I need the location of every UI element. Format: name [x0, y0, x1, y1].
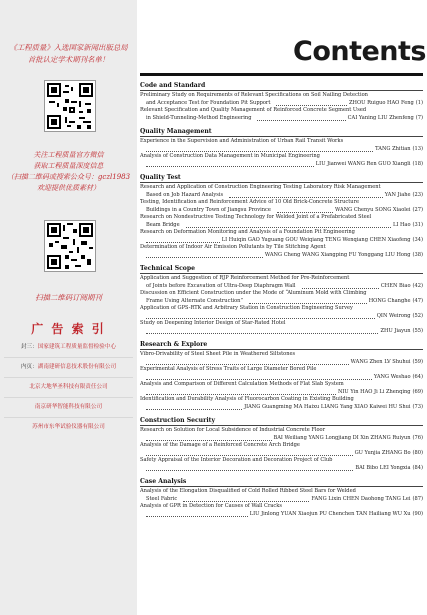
article-byline	[140, 435, 423, 443]
article-page-number: (69)	[412, 388, 423, 395]
article-title-continued: and Acceptance Test for Foundation Pit Support	[146, 99, 271, 106]
article-authors: CAI Yaning LIU Zhenfeng	[347, 114, 414, 121]
article-byline	[140, 115, 423, 123]
article-entry[interactable]	[140, 442, 423, 457]
contents-title: Contents	[293, 36, 427, 67]
article-authors: LI Huiqin GAO Yuguang GOU Weiqiang TENG Wenqiang CHEN Xiaofeng	[221, 236, 411, 243]
leader-dots	[146, 440, 272, 441]
article-authors: WANG Chenyu SONG Xiaolei	[335, 206, 411, 213]
article-page-number: (31)	[412, 221, 423, 228]
advertiser-name: 湖南建研信息技术股份有限公司	[37, 364, 117, 370]
follow-line-1: 关注工程质量官方微信	[33, 151, 104, 159]
article-byline	[140, 192, 423, 200]
article-title-continued: of Joints before Excavation of Ultra-Deep Diaphragm Wall	[146, 282, 296, 289]
article-authors: CHEN Biao	[380, 282, 411, 289]
follow-wechat-note	[0, 150, 137, 194]
article-page-number: (90)	[412, 510, 423, 517]
article-byline	[140, 374, 423, 382]
article-authors: ZHU Jiayun	[380, 327, 411, 334]
article-page-number: (73)	[412, 403, 423, 410]
article-byline	[140, 237, 423, 245]
leader-dots	[146, 394, 336, 395]
article-page-number: (23)	[412, 191, 423, 198]
leader-dots	[146, 455, 353, 456]
leader-dots	[146, 151, 373, 152]
article-title: Research on Deformation Monitoring and Analysis of a Foundation Pit Engineering	[140, 229, 355, 235]
title-divider	[140, 73, 423, 76]
leader-dots	[276, 105, 347, 106]
article-byline	[140, 496, 423, 504]
article-title: Preliminary Study on Requirements of Relevant Specifications on Soil Nailing Detection	[140, 92, 368, 98]
leader-dots	[277, 212, 333, 213]
article-page-number: (1)	[415, 99, 423, 106]
article-authors: LIU Jianwei WANG Ren GUO Xiangli	[315, 160, 411, 167]
article-entry[interactable]	[140, 366, 423, 381]
article-entry[interactable]	[140, 138, 423, 153]
article-title-continued: in Shield-Tunneling-Method Engineering	[146, 114, 252, 121]
article-page-number: (18)	[412, 160, 423, 167]
ad-position-label: 封三：	[20, 344, 38, 350]
section-heading: Case Analysis	[140, 478, 423, 487]
wechat-qr-code-icon	[44, 80, 96, 132]
section-heading: Quality Management	[140, 128, 423, 137]
article-authors: BAI Weiliang YANG Longjiang DI Xin ZHANG Ruiyun	[273, 434, 411, 441]
article-page-number: (59)	[412, 358, 423, 365]
article-title: Determination of Indoor Air Emission Pollutants by Tile Stitching Agent	[140, 244, 326, 250]
article-byline	[140, 100, 423, 108]
article-title: Analysis of GPR in Detection for Causes of Wall Cracks	[140, 503, 282, 509]
article-authors: JIANG Guangming MA Haixu LIANG Yang XIAO Kaiwei HU Shui	[244, 403, 411, 410]
article-authors: FANG Lixin CHEN Daohong TANG Lei	[311, 495, 411, 502]
article-title: Safety Appraisal of the Interior Decoration and Decoration Project of Club	[140, 457, 333, 463]
article-title: Identification and Durability Analysis of Fluorocarbon Coating in Existing Building	[140, 396, 354, 402]
article-title-continued: Frame Using Alternate Construction”	[146, 297, 244, 304]
article-entry[interactable]	[140, 351, 423, 366]
article-page-number: (52)	[412, 312, 423, 319]
section-heading: Research & Explore	[140, 341, 423, 350]
article-page-number: (7)	[415, 114, 423, 121]
article-byline	[140, 222, 423, 230]
article-byline	[140, 161, 423, 169]
leader-dots	[146, 318, 375, 319]
article-entry[interactable]	[140, 503, 423, 518]
article-byline	[140, 252, 423, 260]
article-authors: YAN Jiahe	[384, 191, 411, 198]
follow-line-4: 欢迎提供优质素材）	[37, 184, 100, 192]
leader-dots	[146, 470, 353, 471]
table-of-contents	[140, 80, 423, 518]
leader-dots	[146, 516, 248, 517]
section-heading: Code and Standard	[140, 82, 423, 91]
article-title: Experimental Analysis of Stress Traits of Large Diameter Bored Pile	[140, 366, 317, 372]
article-title: Research on Solution for Local Subsidence of Industrial Concrete Floor	[140, 427, 326, 433]
article-byline	[140, 404, 423, 412]
subscribe-qr-code-icon	[44, 220, 96, 272]
article-authors: WANG Zhen LV Shuhui	[350, 358, 411, 365]
section-heading: Quality Test	[140, 174, 423, 183]
article-authors: LI Hao	[392, 221, 411, 228]
article-page-number: (13)	[412, 145, 423, 152]
article-byline	[140, 328, 423, 336]
article-title: Study on Deepening Interior Design of Star-Rated Hotel	[140, 320, 286, 326]
article-authors: QIN Weirong	[376, 312, 411, 319]
cert-line-2: 首批认定学术期刊名单！	[27, 55, 110, 64]
article-entry[interactable]	[140, 427, 423, 442]
leader-dots	[146, 409, 242, 410]
article-authors: HONG Changhe	[368, 297, 411, 304]
follow-line-3: （扫描二维码或搜索公众号：gczl1983	[6, 173, 131, 181]
article-title: Analysis of the Damage of a Reinforced Concrete Arch Bridge	[140, 442, 300, 448]
article-page-number: (34)	[412, 236, 423, 243]
article-entry[interactable]	[140, 244, 423, 259]
advertiser-name: 南京研华智能科技有限公司	[34, 404, 103, 410]
article-page-number: (76)	[412, 434, 423, 441]
article-authors: TANG Zhitian	[375, 145, 411, 152]
article-title: Application and Suggestion of RJP Reinforcement Method for Pre-Reinforcement	[140, 275, 350, 281]
article-page-number: (42)	[412, 282, 423, 289]
article-entry[interactable]	[140, 305, 423, 320]
article-authors: YANG Weshao	[373, 373, 411, 380]
article-entry[interactable]	[140, 153, 423, 168]
article-entry[interactable]	[140, 396, 423, 411]
article-authors: LIU Jinlong YUAN Xiaojun PU Chenchen TAN Hailiang WU Xu	[249, 510, 411, 517]
article-title: Analysis of Construction Data Management in Municipal Engineering	[140, 153, 320, 159]
follow-line-2: 获取工程质量深度信息	[33, 162, 104, 170]
leader-dots	[146, 166, 314, 167]
section-heading: Technical Scope	[140, 265, 423, 274]
article-title: Discussion on Efficient Construction under the Mode of “Aluminum Mold with Climbing	[140, 290, 367, 296]
article-entry[interactable]	[140, 488, 423, 503]
article-entry[interactable]	[140, 229, 423, 244]
leader-dots	[146, 364, 349, 365]
ad-index-item	[4, 377, 133, 397]
article-authors: WANG Cheng WANG Xiangping FU Yonggang LIU Hong	[264, 251, 411, 258]
article-page-number: (38)	[412, 251, 423, 258]
article-entry[interactable]	[140, 381, 423, 396]
article-title-continued: Steel Fabric	[146, 495, 178, 502]
journal-certification-note	[0, 42, 137, 66]
article-title: Testing, Identification and Reinforcement Advice of 10 Old Brick-Concrete Structure	[140, 199, 360, 205]
article-title: Research and Application of Construction Engineering Testing Laboratory Risk Management	[140, 184, 381, 190]
ad-index-item	[4, 417, 133, 437]
article-byline	[140, 283, 423, 291]
article-authors: ZHOU Ruiguo HAO Feng	[349, 99, 414, 106]
article-page-number: (84)	[412, 464, 423, 471]
article-page-number: (64)	[412, 373, 423, 380]
article-byline	[140, 359, 423, 367]
article-entry[interactable]	[140, 92, 423, 107]
article-page-number: (80)	[412, 449, 423, 456]
article-title: Analysis of the Elongation Disqualified of Cold Rolled Ribbed Steel Bars for Welded	[140, 488, 356, 494]
ad-index-item	[4, 338, 133, 357]
subscribe-note: 扫描二维码订阅期刊	[35, 293, 102, 302]
article-entry[interactable]	[140, 214, 423, 229]
article-title-continued: Based on Job Hazard Analysis	[146, 191, 224, 198]
article-authors: BAI Bibo LEI Yongxia	[355, 464, 411, 471]
article-entry[interactable]	[140, 199, 423, 214]
article-title: Application of GPS-RTK and Arbitrary Station in Construction Engineering Survey	[140, 305, 353, 311]
article-title-continued: Buildings in a Country Town of Jiangsu Province	[146, 206, 271, 213]
article-page-number: (47)	[412, 297, 423, 304]
article-byline	[140, 465, 423, 473]
advertiser-name: 北京大地华圣科技有限责任公司	[29, 384, 108, 390]
leader-dots	[183, 501, 309, 502]
article-page-number: (27)	[412, 206, 423, 213]
article-page-number: (55)	[412, 327, 423, 334]
ad-index-list	[0, 338, 137, 437]
article-title: Experience in the Supervision and Administration of Urban Rail Transit Works	[140, 138, 344, 144]
leader-dots	[146, 242, 220, 243]
article-byline	[140, 511, 423, 519]
article-byline	[140, 313, 423, 321]
article-entry[interactable]	[140, 184, 423, 199]
article-page-number: (87)	[412, 495, 423, 502]
article-entry[interactable]	[140, 457, 423, 472]
leader-dots	[229, 197, 383, 198]
leader-dots	[257, 120, 345, 121]
article-title: Analysis and Comparison of Different Calculation Methods of Flat Slab System	[140, 381, 344, 387]
leader-dots	[186, 227, 391, 228]
sidebar	[0, 0, 137, 615]
article-byline	[140, 298, 423, 306]
article-byline	[140, 389, 423, 397]
article-byline	[140, 146, 423, 154]
article-entry[interactable]	[140, 275, 423, 290]
leader-dots	[249, 303, 367, 304]
article-entry[interactable]	[140, 107, 423, 122]
cert-line-1: 《工程质量》入选国家新闻出版总局	[9, 43, 128, 52]
article-authors: GU Yunjia ZHANG Bo	[354, 449, 411, 456]
leader-dots	[146, 333, 378, 334]
leader-dots	[146, 379, 372, 380]
article-title: Research on Nondestructive Testing Technology for Welded Joint of a Prefabricated Steel	[140, 214, 372, 220]
advertiser-name: 国家建筑工程质量监督检验中心	[37, 344, 117, 350]
article-byline	[140, 207, 423, 215]
ad-index-heading: 广 告 索 引	[31, 322, 106, 336]
article-entry[interactable]	[140, 320, 423, 335]
section-heading: Construction Security	[140, 417, 423, 426]
article-title: Relevant Specification and Quality Management of Reinforced Concrete Segment Used	[140, 107, 367, 113]
leader-dots	[302, 288, 379, 289]
ad-position-label: 内页：	[20, 364, 38, 370]
article-byline	[140, 450, 423, 458]
ad-index-item	[4, 397, 133, 417]
ad-index-item	[4, 357, 133, 377]
article-authors: NIU Yin HAO Ji Li Zhenqing	[337, 388, 411, 395]
article-title: Vibro-Drivability of Steel Sheet Pile in Weathered Siltstones	[140, 351, 296, 357]
article-title-continued: Beam Bridge	[146, 221, 180, 228]
leader-dots	[146, 257, 263, 258]
article-entry[interactable]	[140, 290, 423, 305]
advertiser-name: 苏州市东华试验仪器有限公司	[32, 424, 105, 430]
